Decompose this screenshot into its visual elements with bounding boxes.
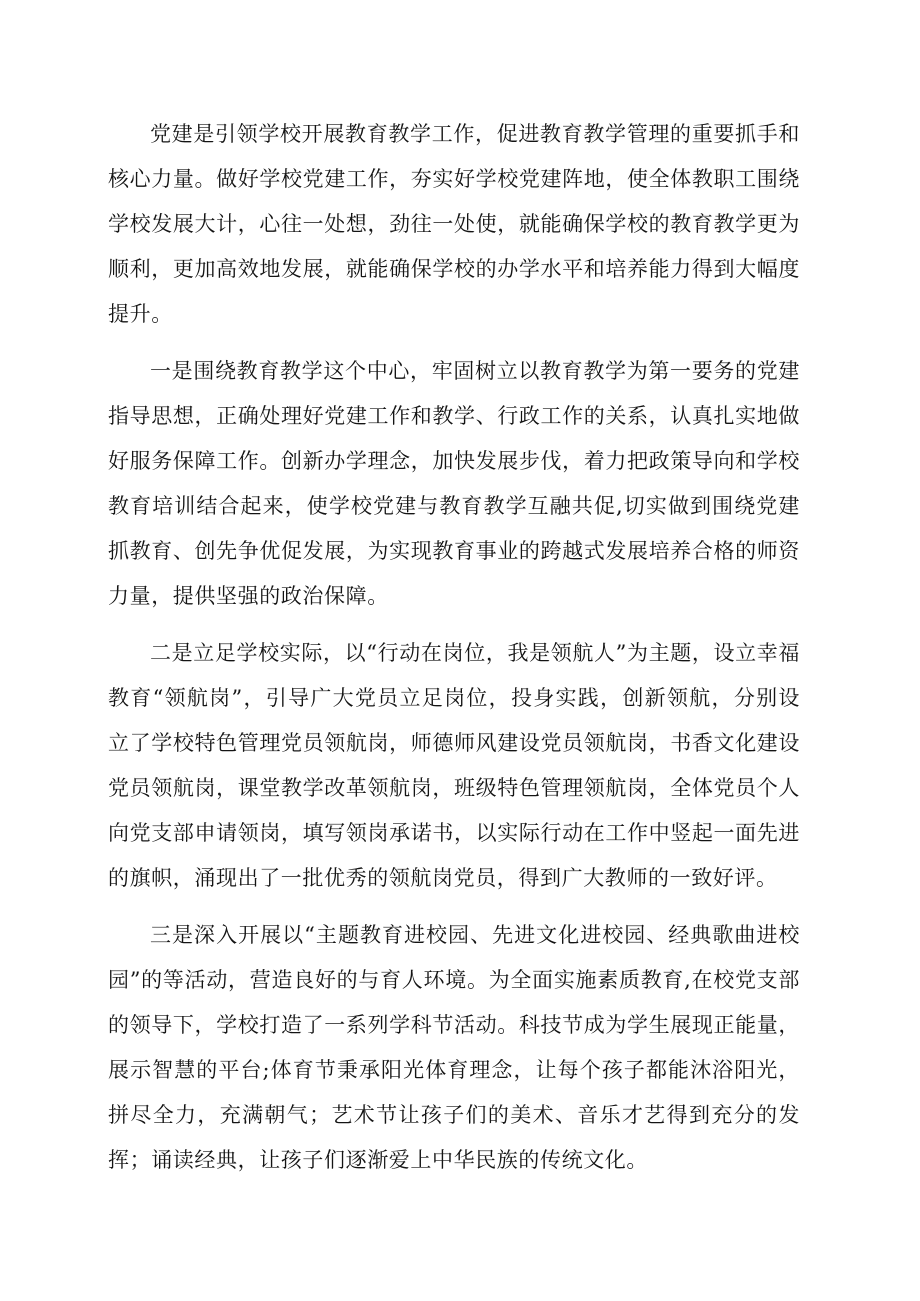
paragraph-point-two: 二是立足学校实际，以“行动在岗位，我是领航人”为主题，设立幸福教育“领航岗”，引导广大党员立足岗位，投身实践，创新领航，分别设立了学校特色管理党员领航岗，师德师风建设党员领航岗，书香文化建设党员领航岗，课堂教学改革领航岗，班级特色管理领航岗，全体党员个人向党支部申请领岗，填写领岗承诺书，以实际行动在工作中竖起一面先进的旗帜，涌现出了一批优秀的领航岗党员，得到广大教师的一致好评。 (108, 641, 800, 890)
document-body (108, 112, 800, 1195)
paragraph-intro: 党建是引领学校开展教育教学工作，促进教育教学管理的重要抓手和核心力量。做好学校党建工作，夯实好学校党建阵地，使全体教职工围绕学校发展大计，心往一处想，劲往一处使，就能确保学校的教育教学更为顺利，更加高效地发展，就能确保学校的办学水平和培养能力得到大幅度提升。 (108, 122, 800, 326)
paragraph-point-three: 三是深入开展以“主题教育进校园、先进文化进校园、经典歌曲进校园”的等活动，营造良好的与育人环境。为全面实施素质教育,在校党支部的领导下，学校打造了一系列学科节活动。科技节成为学生展现正能量，展示智慧的平台;体育节秉承阳光体育理念，让每个孩子都能沐浴阳光，拼尽全力，充满朝气；艺术节让孩子们的美术、音乐才艺得到充分的发挥；诵读经典，让孩子们逐渐爱上中华民族的传统文化。 (108, 923, 800, 1172)
paragraph-point-one: 一是围绕教育教学这个中心，牢固树立以教育教学为第一要务的党建指导思想，正确处理好党建工作和教学、行政工作的关系，认真扎实地做好服务保障工作。创新办学理念，加快发展步伐，着力把政策导向和学校教育培训结合起来，使学校党建与教育教学互融共促,切实做到围绕党建抓教育、创先争优促发展，为实现教育事业的跨越式发展培养合格的师资力量，提供坚强的政治保障。 (108, 359, 800, 608)
